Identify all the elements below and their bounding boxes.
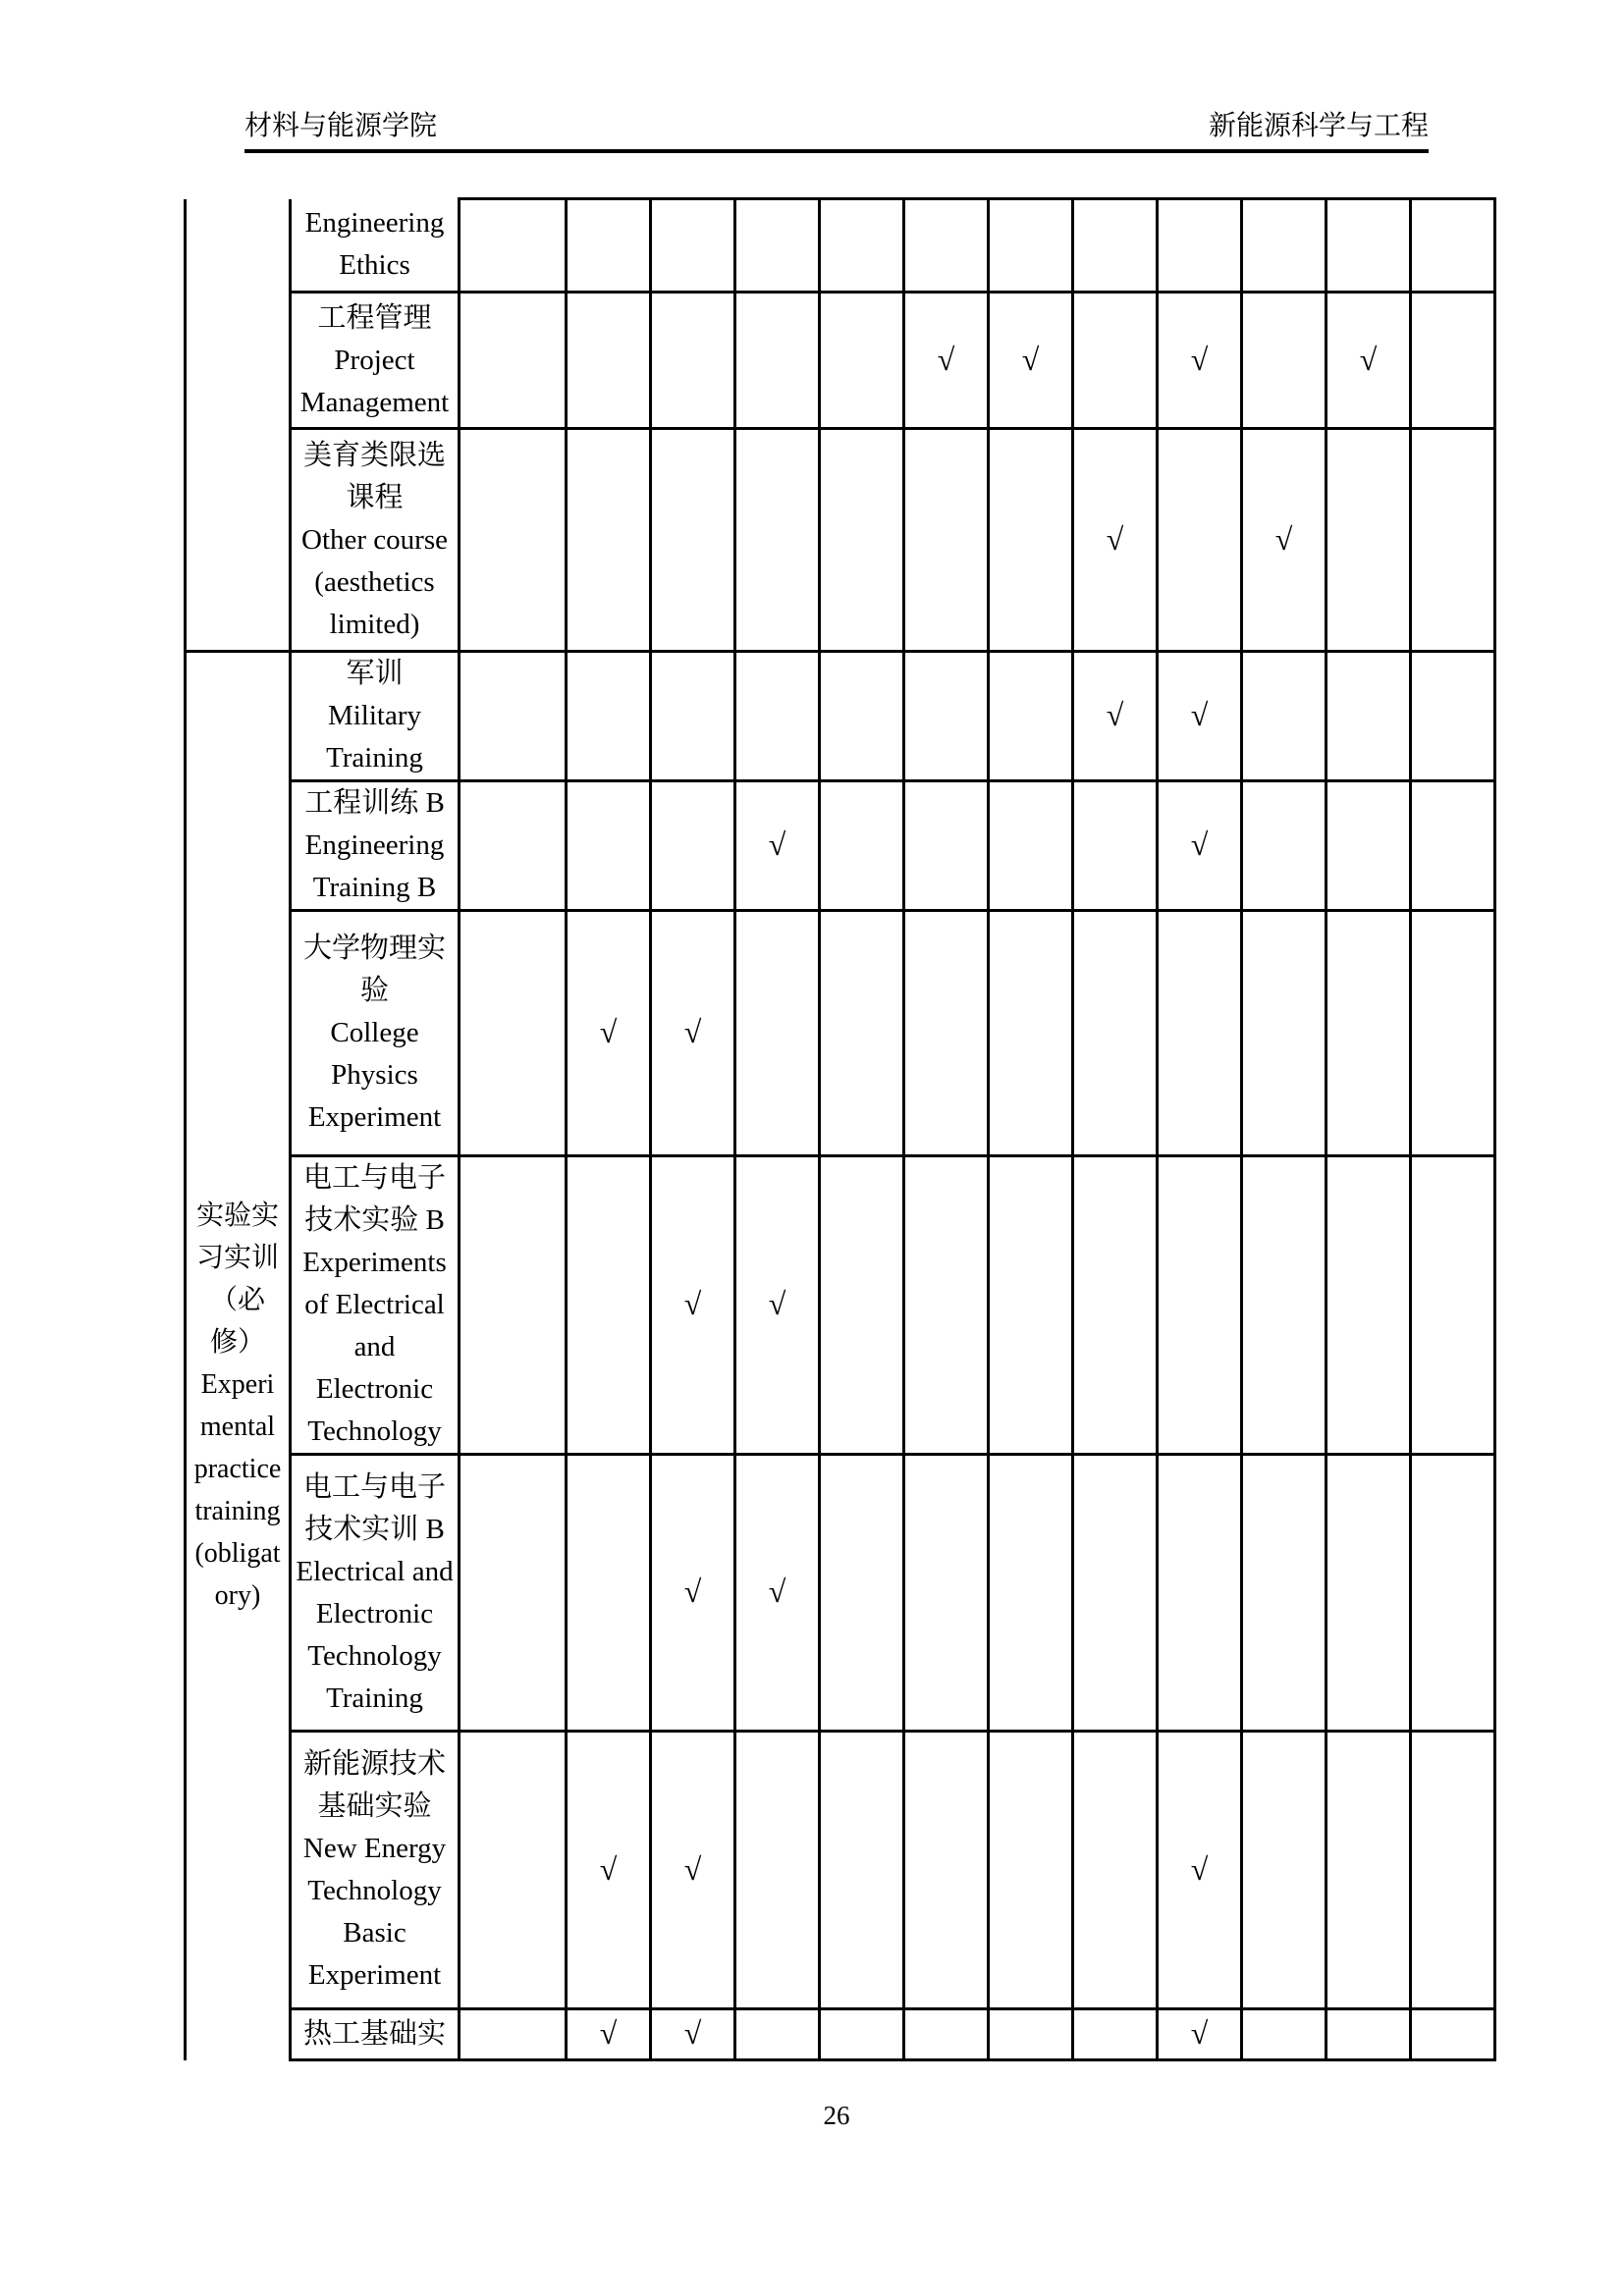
check-cell	[989, 429, 1073, 652]
check-cell	[1242, 1732, 1326, 2009]
course-name-cell	[291, 199, 460, 293]
check-cell	[1411, 911, 1495, 1156]
checkmark: √	[683, 1850, 702, 1887]
check-cell	[1158, 911, 1242, 1156]
check-cell	[735, 911, 820, 1156]
checkmark: √	[1106, 520, 1124, 557]
course-name-line: 工程训练 B	[304, 787, 445, 819]
course-name-line: 新能源技术	[302, 1748, 446, 1780]
course-name-cell	[291, 781, 460, 911]
check-cell	[820, 1156, 904, 1455]
check-cell	[1073, 781, 1158, 911]
check-cell	[735, 652, 820, 781]
course-name-line: Physics	[331, 1059, 418, 1091]
course-name-cell	[291, 2009, 460, 2060]
check-cell	[567, 199, 651, 293]
check-cell	[1242, 781, 1326, 911]
check-cell	[735, 1156, 820, 1455]
course-name-line: (aesthetics	[314, 565, 435, 598]
course-name-line: Technology	[307, 1639, 442, 1672]
checkmark: √	[599, 2015, 618, 2051]
check-cell	[1326, 293, 1411, 429]
course-name-line: 电工与电子	[302, 1162, 446, 1194]
check-cell	[1326, 429, 1411, 652]
check-cell	[1158, 1732, 1242, 2009]
course-name-line: Technology	[307, 1415, 442, 1447]
checkmark: √	[599, 1014, 618, 1049]
check-cell	[1242, 199, 1326, 293]
category-label-line: mental	[199, 1411, 276, 1442]
check-cell	[1073, 2009, 1158, 2060]
check-cell	[651, 781, 735, 911]
course-name-cell	[291, 293, 460, 429]
course-name-line: Training	[326, 1682, 423, 1714]
check-cell	[1242, 1156, 1326, 1455]
check-cell	[651, 1732, 735, 2009]
course-name-cell	[291, 652, 460, 781]
check-cell	[1073, 1732, 1158, 2009]
category-label-line: 习实训	[195, 1242, 279, 1273]
check-cell	[567, 1732, 651, 2009]
check-cell	[1411, 429, 1495, 652]
course-name-cell	[291, 1455, 460, 1732]
check-cell	[1073, 293, 1158, 429]
header-rule	[244, 149, 1429, 153]
course-name-cell	[291, 911, 460, 1156]
check-cell	[820, 199, 904, 293]
check-cell	[460, 781, 567, 911]
course-name-line: Engineering	[304, 207, 445, 240]
checkmark: √	[1190, 827, 1209, 862]
course-name-line: Experiment	[307, 1101, 442, 1133]
check-cell	[1073, 1156, 1158, 1455]
checkmark: √	[768, 827, 786, 862]
table-row	[186, 293, 1495, 429]
checkmark: √	[1106, 697, 1124, 732]
check-cell	[904, 199, 989, 293]
check-cell	[1073, 199, 1158, 293]
category-label-line: 实验实	[195, 1200, 279, 1231]
course-name-line: Basic	[343, 1917, 406, 1949]
checkmark: √	[1359, 341, 1378, 377]
checkmark: √	[1190, 2015, 1209, 2051]
check-cell	[567, 429, 651, 652]
check-cell	[904, 911, 989, 1156]
check-cell	[1073, 911, 1158, 1156]
checkmark: √	[599, 1850, 618, 1887]
course-name-cell	[291, 1156, 460, 1455]
check-cell	[1411, 1156, 1495, 1455]
check-cell	[651, 1455, 735, 1732]
check-cell	[904, 293, 989, 429]
table-row	[186, 1732, 1495, 2009]
course-name-line: Engineering	[304, 829, 445, 861]
course-name-line: Electronic	[315, 1373, 434, 1405]
course-name-cell	[291, 429, 460, 652]
check-cell	[904, 1156, 989, 1455]
course-name-cell	[291, 1732, 460, 2009]
checkmark: √	[1190, 1850, 1209, 1887]
course-name-line: 技术实训 B	[304, 1513, 445, 1545]
course-name-line: Experiments	[302, 1247, 447, 1278]
check-cell	[1411, 293, 1495, 429]
course-name-line: New Energy	[302, 1833, 447, 1864]
check-cell	[1073, 652, 1158, 781]
course-name-line: 课程	[346, 481, 404, 513]
checkmark: √	[768, 1574, 786, 1609]
header-left-text: 材料与能源学院	[244, 111, 438, 141]
check-cell	[460, 911, 567, 1156]
check-cell	[460, 1455, 567, 1732]
check-cell	[1326, 781, 1411, 911]
course-name-line: Experiment	[307, 1959, 442, 1991]
table-body	[186, 199, 1495, 2060]
check-cell	[1242, 429, 1326, 652]
check-cell	[460, 2009, 567, 2060]
table-row	[186, 781, 1495, 911]
course-name-line: Training	[326, 742, 423, 774]
checkmark: √	[1274, 520, 1293, 557]
check-cell	[1326, 911, 1411, 1156]
check-cell	[904, 781, 989, 911]
check-cell	[904, 1455, 989, 1732]
check-cell	[904, 429, 989, 652]
table-row	[186, 1455, 1495, 1732]
check-cell	[1326, 2009, 1411, 2060]
check-cell	[1242, 293, 1326, 429]
check-cell	[820, 911, 904, 1156]
check-cell	[460, 293, 567, 429]
course-name-line: 大学物理实	[302, 933, 446, 964]
category-label-line: 修）	[209, 1326, 265, 1358]
check-cell	[1158, 2009, 1242, 2060]
category-label-line: ory)	[214, 1579, 261, 1611]
check-cell	[651, 429, 735, 652]
course-name-line: 热工基础实	[302, 2018, 446, 2050]
course-name-line: Management	[299, 386, 450, 418]
course-name-line: Project	[334, 344, 415, 376]
course-name-line: 美育类限选	[302, 439, 446, 471]
check-cell	[1242, 911, 1326, 1156]
header-right-text: 新能源科学与工程	[1208, 111, 1429, 141]
course-name-line: Electrical and	[296, 1555, 454, 1587]
check-cell	[989, 199, 1073, 293]
check-cell	[989, 1455, 1073, 1732]
course-name-line: College	[330, 1017, 419, 1048]
check-cell	[1326, 1732, 1411, 2009]
check-cell	[820, 293, 904, 429]
checkmark: √	[1021, 341, 1040, 377]
check-cell	[1411, 1732, 1495, 2009]
check-cell	[820, 652, 904, 781]
course-name-line: Electronic	[315, 1597, 434, 1629]
check-cell	[735, 293, 820, 429]
check-cell	[651, 293, 735, 429]
check-cell	[820, 1732, 904, 2009]
table-row	[186, 2009, 1495, 2060]
check-cell	[567, 1455, 651, 1732]
check-cell	[904, 2009, 989, 2060]
check-cell	[735, 2009, 820, 2060]
check-cell	[1158, 1455, 1242, 1732]
checkmark: √	[683, 1286, 702, 1321]
course-name-line: 验	[359, 975, 389, 1006]
check-cell	[1411, 652, 1495, 781]
check-cell	[567, 2009, 651, 2060]
course-name-line: of Electrical	[304, 1289, 445, 1320]
table-row	[186, 911, 1495, 1156]
check-cell	[989, 1732, 1073, 2009]
check-cell	[989, 2009, 1073, 2060]
check-cell	[1242, 1455, 1326, 1732]
course-name-line: limited)	[329, 608, 420, 640]
check-cell	[1158, 1156, 1242, 1455]
check-cell	[735, 1732, 820, 2009]
page-number: 26	[823, 2101, 850, 2130]
check-cell	[1411, 2009, 1495, 2060]
check-cell	[820, 2009, 904, 2060]
check-cell	[989, 1156, 1073, 1455]
check-cell	[651, 2009, 735, 2060]
check-cell	[567, 781, 651, 911]
check-cell	[735, 429, 820, 652]
checkmark: √	[768, 1286, 786, 1321]
check-cell	[651, 199, 735, 293]
category-cell-experimental-practice	[186, 652, 291, 2060]
checkmark: √	[1190, 697, 1209, 732]
category-cell-continued	[186, 199, 291, 652]
course-name-line: and	[353, 1331, 396, 1362]
check-cell	[1411, 199, 1495, 293]
check-cell	[651, 911, 735, 1156]
check-cell	[1073, 429, 1158, 652]
document-header	[244, 111, 1429, 142]
category-label-line: practice	[193, 1453, 282, 1484]
check-cell	[1073, 1455, 1158, 1732]
table-row	[186, 429, 1495, 652]
category-label-line: Experi	[200, 1368, 275, 1400]
check-cell	[904, 1732, 989, 2009]
course-name-line: Military	[327, 700, 422, 731]
check-cell	[460, 429, 567, 652]
check-cell	[735, 199, 820, 293]
checkmark: √	[683, 1574, 702, 1609]
category-label-line: (obligat	[194, 1537, 281, 1569]
course-name-line: 工程管理	[317, 301, 432, 334]
course-name-line: 军训	[346, 658, 404, 689]
checkmark: √	[937, 341, 955, 377]
table-row	[186, 199, 1495, 293]
check-cell	[989, 293, 1073, 429]
check-cell	[651, 1156, 735, 1455]
check-cell	[567, 652, 651, 781]
table-row	[186, 652, 1495, 781]
course-name-line: 电工与电子	[302, 1470, 446, 1503]
check-cell	[1242, 2009, 1326, 2060]
check-cell	[460, 1732, 567, 2009]
check-cell	[989, 781, 1073, 911]
check-cell	[735, 1455, 820, 1732]
check-cell	[820, 1455, 904, 1732]
course-name-line: Other course	[301, 523, 448, 556]
course-name-line: Technology	[307, 1875, 442, 1906]
check-cell	[1326, 1455, 1411, 1732]
check-cell	[989, 652, 1073, 781]
check-cell	[1326, 652, 1411, 781]
course-name-line: Ethics	[339, 249, 410, 282]
check-cell	[904, 652, 989, 781]
curriculum-matrix-table	[184, 197, 1496, 2061]
course-name-line: 技术实验 B	[304, 1204, 445, 1236]
check-cell	[1411, 781, 1495, 911]
check-cell	[567, 293, 651, 429]
check-cell	[1242, 652, 1326, 781]
course-name-line: 基础实验	[317, 1790, 432, 1822]
check-cell	[460, 199, 567, 293]
check-cell	[460, 1156, 567, 1455]
category-label-line: （必	[209, 1284, 265, 1315]
check-cell	[1411, 1455, 1495, 1732]
check-cell	[820, 429, 904, 652]
course-name-line: Training B	[312, 872, 437, 903]
checkmark: √	[683, 2015, 702, 2051]
check-cell	[1326, 1156, 1411, 1455]
check-cell	[567, 1156, 651, 1455]
check-cell	[735, 781, 820, 911]
check-cell	[820, 781, 904, 911]
check-cell	[1326, 199, 1411, 293]
check-cell	[651, 652, 735, 781]
check-cell	[460, 652, 567, 781]
checkmark: √	[683, 1014, 702, 1049]
check-cell	[567, 911, 651, 1156]
check-cell	[1158, 199, 1242, 293]
check-cell	[1158, 781, 1242, 911]
table-row	[186, 1156, 1495, 1455]
check-cell	[1158, 429, 1242, 652]
checkmark: √	[1190, 341, 1209, 377]
check-cell	[989, 911, 1073, 1156]
check-cell	[1158, 652, 1242, 781]
category-label-line: training	[194, 1495, 281, 1526]
check-cell	[1158, 293, 1242, 429]
